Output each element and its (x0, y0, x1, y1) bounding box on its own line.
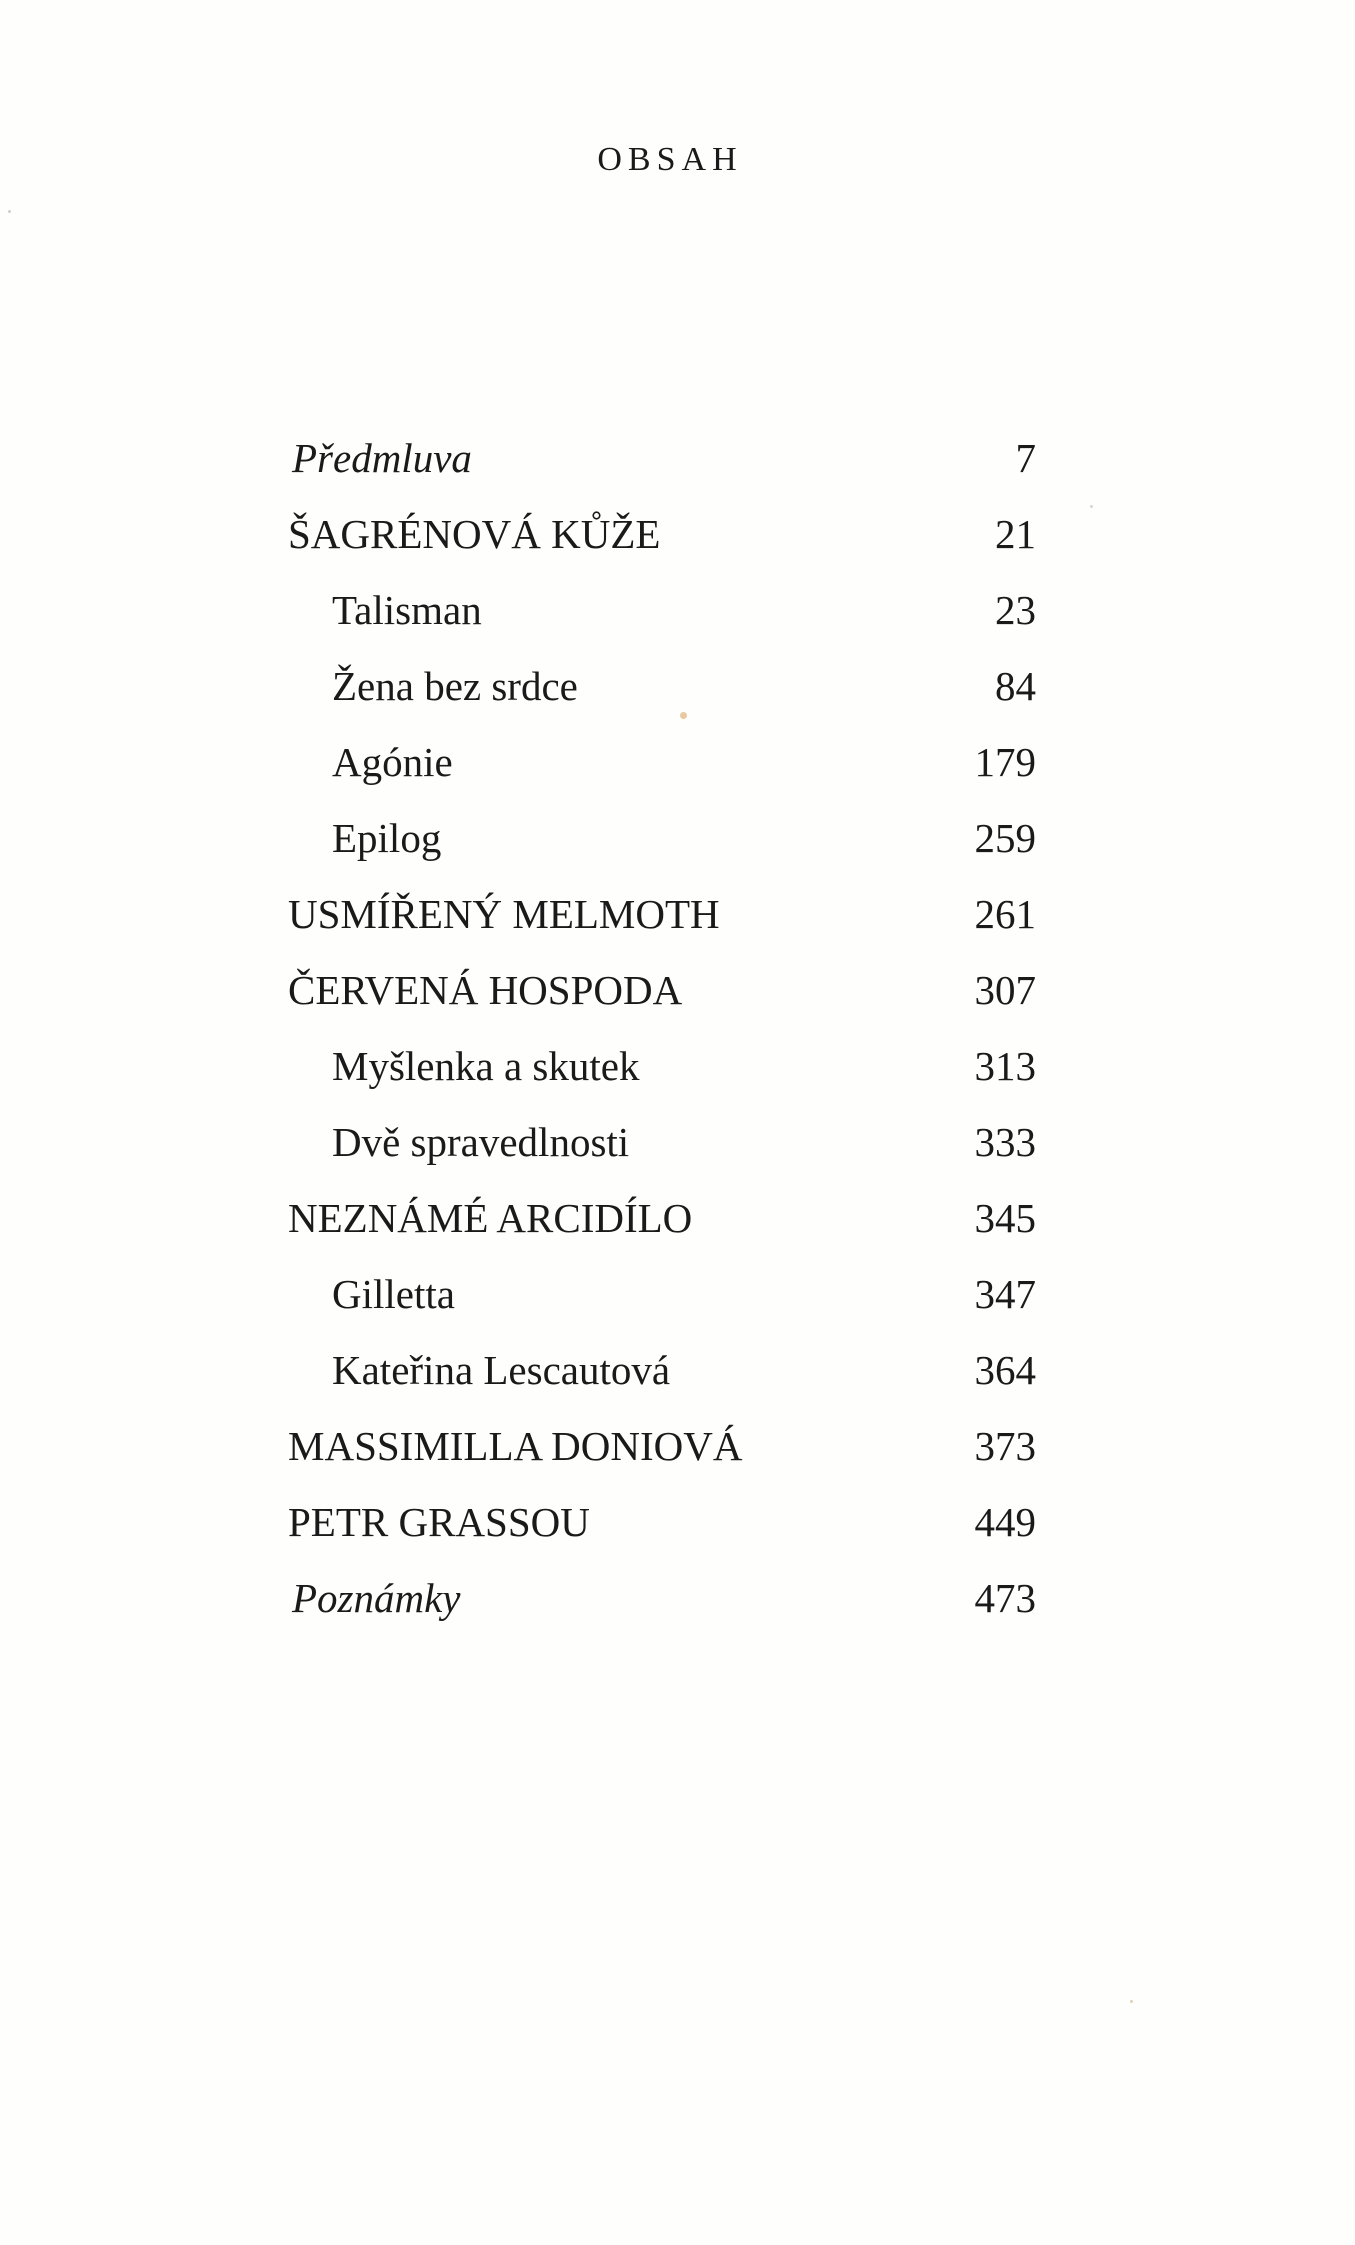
toc-entry-usmireny-melmoth (280, 886, 1040, 962)
toc-entry-page: 473 (974, 1575, 1036, 1621)
toc-entry-agonie (280, 734, 1040, 810)
toc-entry-label: Kateřina Lescautová (332, 1347, 671, 1393)
table-of-contents (280, 430, 1040, 1646)
paper-speck (1090, 505, 1093, 508)
toc-entry-label: Gilletta (332, 1271, 455, 1317)
paper-speck (680, 712, 687, 719)
toc-entry-label: ŠAGRÉNOVÁ KŮŽE (288, 511, 661, 557)
toc-entry-page: 7 (1015, 435, 1036, 481)
toc-entry-page: 373 (974, 1423, 1036, 1469)
toc-entry-talisman (280, 582, 1040, 658)
toc-entry-cervena-hospoda (280, 962, 1040, 1038)
toc-entry-epilog (280, 810, 1040, 886)
toc-entry-label: Agónie (332, 739, 453, 785)
toc-entry-label: Talisman (332, 587, 482, 633)
toc-entry-label: Epilog (332, 815, 442, 861)
toc-entry-nezname-arcidilo (280, 1190, 1040, 1266)
toc-entry-label: Poznámky (292, 1575, 461, 1621)
toc-entry-page: 313 (974, 1043, 1036, 1089)
toc-entry-predmluva (280, 430, 1040, 506)
toc-entry-page: 345 (974, 1195, 1036, 1241)
paper-speck (8, 210, 11, 213)
toc-entry-label: NEZNÁMÉ ARCIDÍLO (288, 1195, 693, 1241)
toc-entry-page: 179 (974, 739, 1036, 785)
toc-entry-gilletta (280, 1266, 1040, 1342)
toc-entry-petr-grassou (280, 1494, 1040, 1570)
toc-entry-page: 21 (995, 511, 1036, 557)
toc-entry-page: 84 (995, 663, 1036, 709)
toc-entry-katerina-lescautova (280, 1342, 1040, 1418)
toc-entry-sagrenova-kuze (280, 506, 1040, 582)
toc-entry-page: 261 (974, 891, 1036, 937)
toc-entry-page: 347 (974, 1271, 1036, 1317)
toc-entry-label: ČERVENÁ HOSPODA (288, 967, 683, 1013)
toc-entry-poznamky (280, 1570, 1040, 1646)
toc-entry-page: 333 (974, 1119, 1036, 1165)
toc-entry-label: Žena bez srdce (332, 663, 578, 709)
toc-entry-label: Dvě spravedlnosti (332, 1119, 630, 1165)
toc-entry-page: 364 (974, 1347, 1036, 1393)
toc-entry-myslenka-a-skutek (280, 1038, 1040, 1114)
toc-entry-label: Předmluva (292, 435, 472, 481)
paper-speck (1130, 2000, 1133, 2003)
toc-entry-page: 23 (995, 587, 1036, 633)
page-title: OBSAH (597, 141, 743, 178)
toc-entry-zena-bez-srdce (280, 658, 1040, 734)
toc-entry-label: Myšlenka a skutek (332, 1043, 640, 1089)
toc-entry-page: 259 (974, 815, 1036, 861)
toc-entry-page: 449 (974, 1499, 1036, 1545)
toc-entry-page: 307 (974, 967, 1036, 1013)
toc-entry-label: PETR GRASSOU (288, 1499, 590, 1545)
toc-entry-label: MASSIMILLA DONIOVÁ (288, 1423, 743, 1469)
toc-entry-massimilla-doniova (280, 1418, 1040, 1494)
toc-entry-dve-spravedlnosti (280, 1114, 1040, 1190)
toc-entry-label: USMÍŘENÝ MELMOTH (288, 891, 720, 937)
